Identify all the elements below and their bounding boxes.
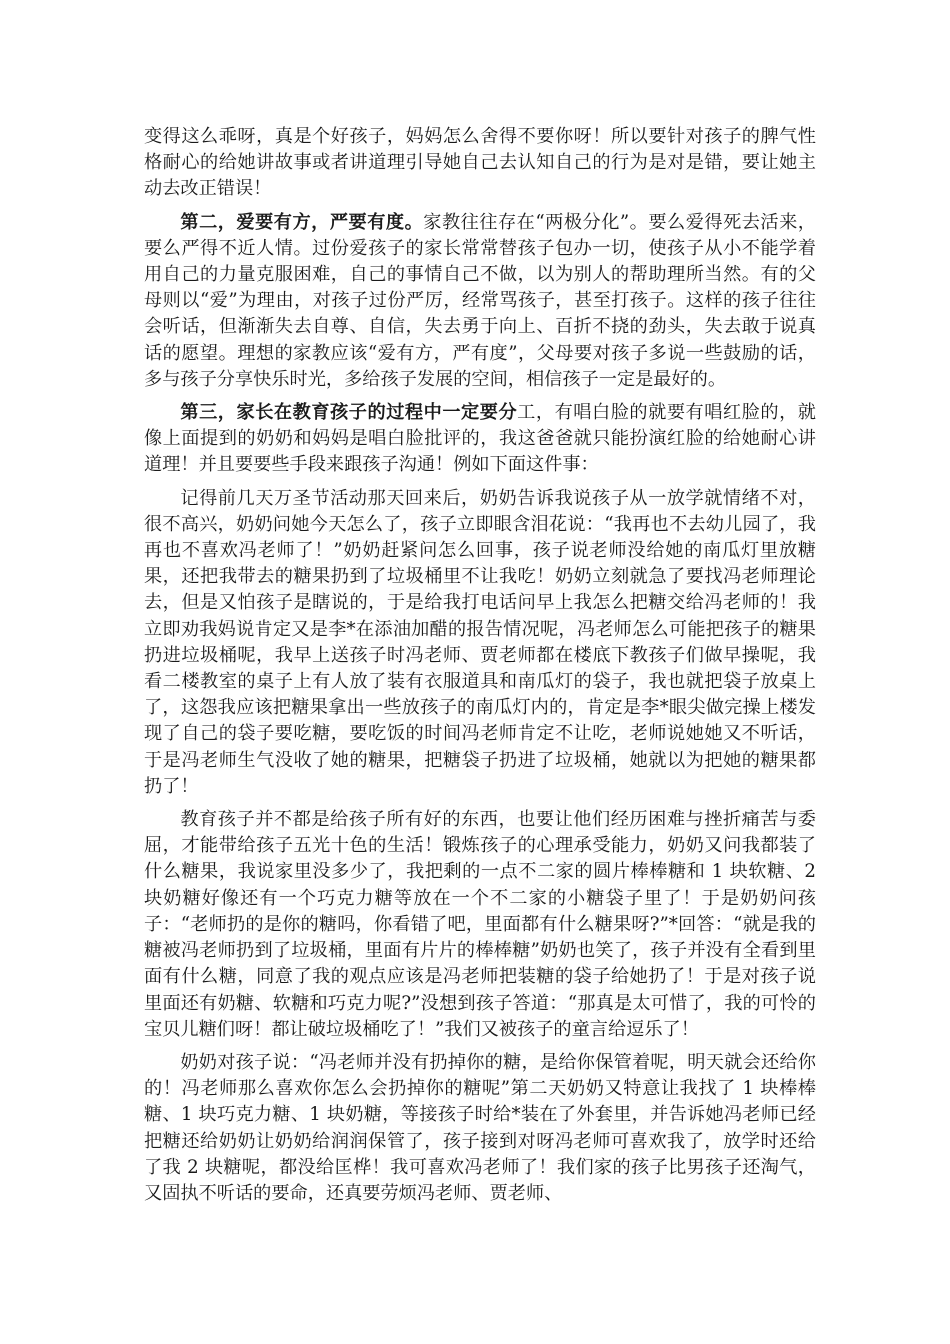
paragraph-3-heading: 第三，家长在教育孩子的过程中一定要分: [180, 402, 518, 424]
paragraph-6: [144, 1050, 816, 1207]
paragraph-1: [144, 124, 816, 203]
paragraph-3-text: 工，有唱白脸的就要有唱红脸的，就像上面提到的奶奶和妈妈是唱白脸批评的，我这爸爸就只能扮演红脸的给她耐心讲道理！并且要要些手段来跟孩子沟通！例如下面这件事：: [144, 402, 816, 476]
paragraph-1-text: 变得这么乖呀，真是个好孩子，妈妈怎么舍得不要你呀！所以要针对孩子的脾气性格耐心的给她讲故事或者讲道理引导她自己去认知自己的行为是对是错，要让她主动去改正错误！: [144, 126, 816, 200]
paragraph-3: [144, 400, 816, 479]
paragraph-5-text: 教育孩子并不都是给孩子所有好的东西，也要让他们经历困难与挫折痛苦与委屈，才能带给孩子五光十色的生活！锻炼孩子的心理承受能力，奶奶又问我都装了什么糖果，我说家里没多少了，我把剩的一点不二家的圆片棒棒糖和 1 块软糖、2 块奶糖好像还有一个巧克力糖等放在一个不二家的小糖袋子里了！于是奶奶问孩子：“老师扔的是你的糖吗，你看错了吧，里面都有什么糖果呀?”*回答：“就是我的糖被冯老师扔到了垃圾桶，里面有片片的棒棒糖”奶奶也笑了，孩子并没有全看到里面有什么糖，同意了我的观点应该是冯老师把装糖的袋子给她扔了！于是对孩子说里面还有奶糖、软糖和巧克力呢?”没想到孩子答道：“那真是太可惜了，我的可怜的宝贝儿糖们呀！都让破垃圾桶吃了！”我们又被孩子的童言给逗乐了！: [144, 809, 816, 1040]
paragraph-4-text: 记得前几天万圣节活动那天回来后，奶奶告诉我说孩子从一放学就情绪不对，很不高兴，奶奶问她今天怎么了，孩子立即眼含泪花说：“我再也不去幼儿园了，我再也不喜欢冯老师了！”奶奶赶紧问怎么回事，孩子说老师没给她的南瓜灯里放糖果，还把我带去的糖果扔到了垃圾桶里不让我吃！奶奶立刻就急了要找冯老师理论去，但是又怕孩子是瞎说的，于是给我打电话问早上我怎么把糖交给冯老师的！我立即劝我妈说肯定又是李*在添油加醋的报告情况呢，冯老师怎么可能把孩子的糖果扔进垃圾桶呢，我早上送孩子时冯老师、贾老师都在楼底下教孩子们做早操呢，我看二楼教室的桌子上有人放了装有衣服道具和南瓜灯的袋子，我也就把袋子放桌上了，这怨我应该把糖果拿出一些放孩子的南瓜灯内的，肯定是李*眼尖做完操上楼发现了自己的袋子要吃糖，要吃饭的时间冯老师肯定不让吃，老师说她她又不听话，于是冯老师生气没收了她的糖果，把糖袋子扔进了垃圾桶，她就以为把她的糖果都扔了！: [144, 487, 816, 797]
paragraph-6-text: 奶奶对孩子说：“冯老师并没有扔掉你的糖，是给你保管着呢，明天就会还给你的！冯老师那么喜欢你怎么会扔掉你的糖呢”第二天奶奶又特意让我找了 1 块棒棒糖、1 块巧克力糖、1 块奶糖，等接孩子时给*装在了外套里，并告诉她冯老师已经把糖还给奶奶让奶奶给润润保管了，孩子接到对呀冯老师可喜欢我了，放学时还给了我 2 块糖呢，都没给匡桦！我可喜欢冯老师了！我们家的孩子比男孩子还淘气，又固执不听话的要命，还真要劳烦冯老师、贾老师、: [144, 1051, 816, 1204]
paragraph-5: [144, 807, 816, 1043]
paragraph-4: [144, 486, 816, 800]
document-body: [144, 124, 816, 1214]
paragraph-2: [144, 210, 816, 393]
paragraph-2-heading: 第二，爱要有方，严要有度。: [180, 211, 424, 233]
paragraph-2-text: 家教往往存在“两极分化”。要么爱得死去活来，要么严得不近人情。过份爱孩子的家长常常替孩子包办一切，使孩子从小不能学着用自己的力量克服困难，自己的事情自己不做，以为别人的帮助理所当然。有的父母则以“爱”为理由，对孩子过份严厉，经常骂孩子，甚至打孩子。这样的孩子往往会听话，但渐渐失去自尊、自信，失去勇于向上、百折不挠的劲头，失去敢于说真话的愿望。理想的家教应该“爱有方，严有度”，父母要对孩子多说一些鼓励的话，多与孩子分享快乐时光，多给孩子发展的空间，相信孩子一定是最好的。: [144, 211, 816, 390]
